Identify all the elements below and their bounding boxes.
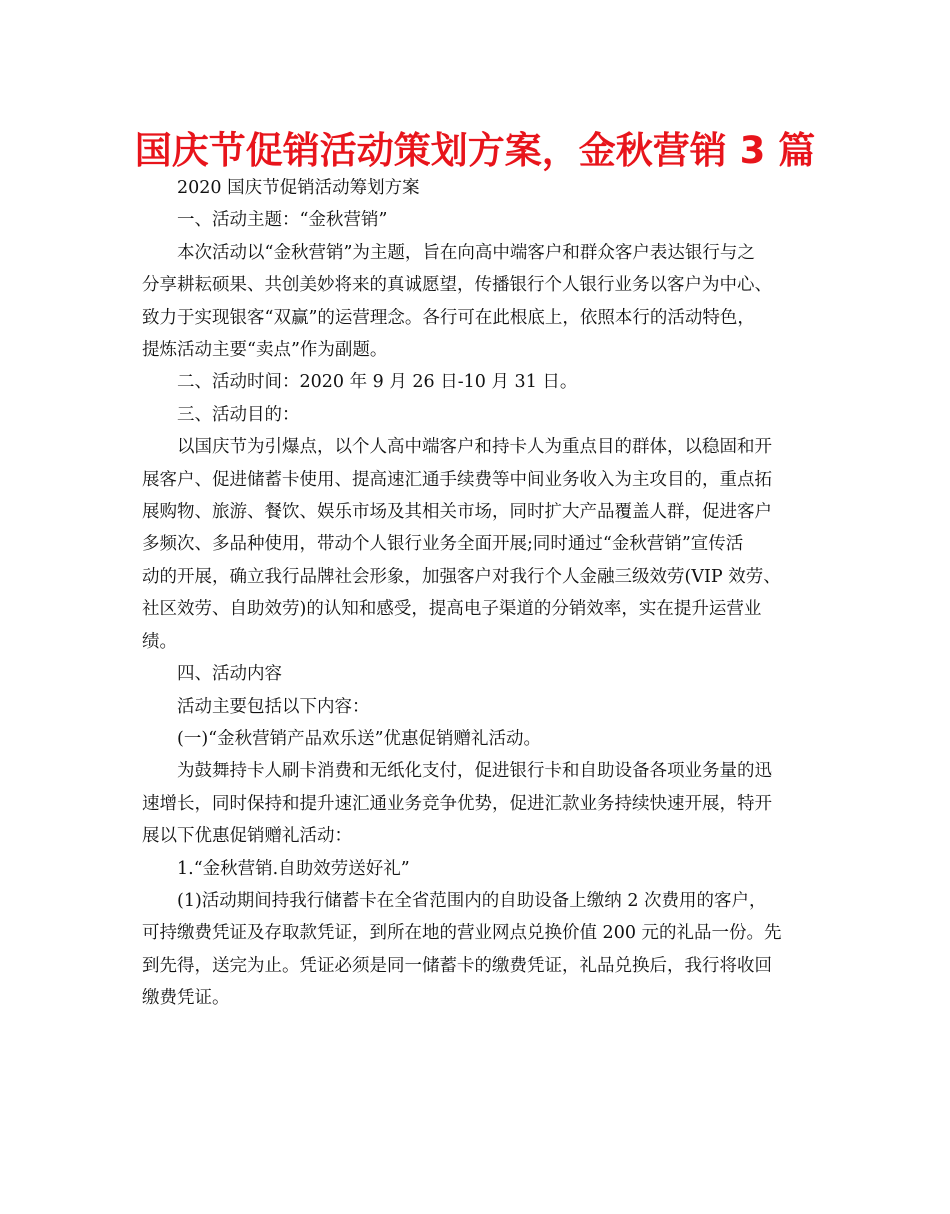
body-line: 速增长，同时保持和提升速汇通业务竞争优势，促进汇款业务持续快速开展，特开 <box>142 793 772 814</box>
body-line: 一、活动主题：“金秋营销” <box>177 210 388 231</box>
body-line: 提炼活动主要“卖点”作为副题。 <box>142 340 388 361</box>
body-line: 为鼓舞持卡人刷卡消费和无纸化支付，促进银行卡和自助设备各项业务量的迅 <box>177 761 772 782</box>
body-line: 以国庆节为引爆点，以个人高中端客户和持卡人为重点目的群体，以稳固和开 <box>177 437 772 458</box>
body-line: 缴费凭证。 <box>142 988 230 1009</box>
body-line: 二、活动时间：2020 年 9 月 26 日-10 月 31 日。 <box>177 372 578 393</box>
document-body <box>142 172 832 1015</box>
body-line: 社区效劳、自助效劳)的认知和感受，提高电子渠道的分销效率，实在提升运营业 <box>142 599 762 620</box>
body-line: 活动主要包括以下内容： <box>177 696 370 717</box>
body-line: 展客户、促进储蓄卡使用、提高速汇通手续费等中间业务收入为主攻目的，重点拓 <box>142 469 772 490</box>
body-line: 展购物、旅游、餐饮、娱乐市场及其相关市场，同时扩大产品覆盖人群，促进客户 <box>142 502 772 523</box>
body-line: 四、活动内容 <box>177 664 282 685</box>
body-line: 分享耕耘硕果、共创美妙将来的真诚愿望，传播银行个人银行业务以客户为中心、 <box>142 275 772 296</box>
body-line: 本次活动以“金秋营销”为主题，旨在向高中端客户和群众客户表达银行与之 <box>177 242 755 263</box>
body-line: 致力于实现银客“双赢”的运营理念。各行可在此根底上，依照本行的活动特色， <box>142 307 755 328</box>
body-line: 可持缴费凭证及存取款凭证，到所在地的营业网点兑换价值 200 元的礼品一份。先 <box>142 923 782 944</box>
body-line: 展以下优惠促销赠礼活动： <box>142 826 352 847</box>
document-title: 国庆节促销活动策划方案，金秋营销 3 篇 <box>134 129 816 172</box>
body-line: 三、活动目的： <box>177 404 300 425</box>
body-line: 绩。 <box>142 631 177 652</box>
body-line: 1.“金秋营销.自助效劳送好礼” <box>177 858 410 879</box>
body-line: 多频次、多品种使用，带动个人银行业务全面开展;同时通过“金秋营销”宣传活 <box>142 534 744 555</box>
body-line: 到先得，送完为止。凭证必须是同一储蓄卡的缴费凭证，礼品兑换后，我行将收回 <box>142 955 772 976</box>
body-line: (一)“金秋营销产品欢乐送”优惠促销赠礼活动。 <box>177 728 542 749</box>
body-line: 动的开展，确立我行品牌社会形象，加强客户对我行个人金融三级效劳(VIP 效劳、 <box>142 566 781 587</box>
body-line: (1)活动期间持我行储蓄卡在全省范围内的自助设备上缴纳 2 次费用的客户， <box>177 890 767 911</box>
body-line: 2020 国庆节促销活动筹划方案 <box>177 178 420 198</box>
